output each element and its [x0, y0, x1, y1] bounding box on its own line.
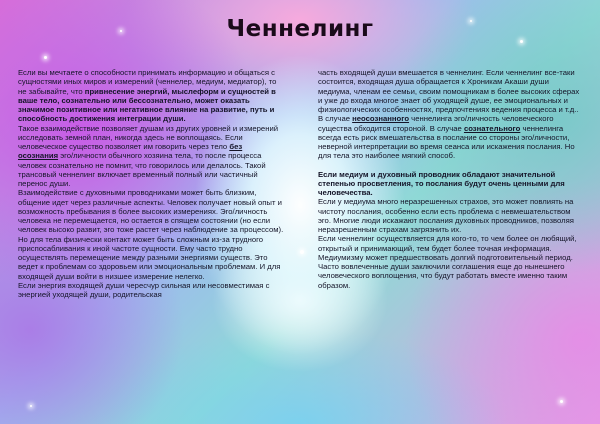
emphasis-text: сознательного [463, 123, 521, 133]
paragraph: Медиумизму может предшествовать долгий подготовительный период. Часто вовлеченные души заключили соглашения еще до нынешнего человеческого воплощения, что будут работать вместе именно таким образом. [318, 252, 573, 290]
paragraph: Если у медиума много неразрешенных страхов, это может повлиять на чистоту послания, особенно если есть проблема с невмешательством эго. Многие люди искажают послания духовных проводников, позволяя неразрешенным страхам загрязнить их. [318, 197, 574, 234]
paragraph: Но для тела физически контакт может быть сложным из-за трудного приспосабливания к иной частоте сущности. Ему часто трудно осуществлять перемещение между разными энергиями существ. Это ведет к проблемам со здоровьем или эмоциональным проблемам. И для входящей души войти в низшее измерение нелегко. [18, 234, 281, 281]
paragraph-text: Такое взаимодействие позволяет душам из других уровней и измерений исследовать земной план, никогда здесь не воплощаясь. Если человеческое существо позволяет им говорить через тело [18, 123, 279, 151]
emphasis-text: привнесение энергий, мыслеформ и сущностей в ваше тело, сознательно или бессознательно, может оказать значимое позитивное или негативное влияние на развитие, путь и способность достижения интеграции души. [18, 86, 276, 124]
paragraph [18, 124, 284, 189]
emphasis-text: без осознания [18, 142, 243, 161]
paragraph: Если ченнелинг осуществляется для кого-то, то чем более он любящий, открытый и принимающий, тем будет более точная информация. [318, 234, 577, 253]
paragraph-text: Если вы мечтаете о способности принимать информацию и общаться с сущностями иных миров и измерений (ченнелер, медиум, медиатор), то не забывайте, что [18, 68, 277, 96]
paragraph-text: ченнелинга эго/личность человеческого существа обходится стороной. В случае [318, 114, 554, 133]
paragraph: Взаимодействие с духовными проводниками может быть близким, общение идет через различные аспекты. Человек получает новый опыт и возможность пребывания в более высоких измерениях. Эго/личность человека не перемещается, но остается в спящем состоянии (но если человек высоко развит, эго тоже растет через наблюдение за процессом). [18, 188, 284, 235]
text-column-right [318, 68, 584, 290]
sparkle [44, 56, 47, 59]
paragraph: Если энергия входящей души чересчур сильная или несовместимая с энергией уходящей души, родительская [18, 280, 270, 299]
paragraph: Если медиум и духовный проводник обладают значительной степенью просветления, то послания будут очень ценными для человечества. [318, 169, 565, 197]
emphasis-text: неосознанного [352, 114, 410, 124]
paragraph-text: ченнелинга всегда есть риск вмешательства в послание со стороны эго/личности, неверной интерпретации во время сеанса или искажения послания. Но для тела это наиболее мягкий способ. [318, 123, 575, 161]
text-column-left [18, 68, 284, 299]
paragraph-text: эго/личности обычного хозяина тела, то после процесса человек сознательно не помнит, что говорилось или делалось. Такой трансовый ченнелинг включает временный полный или частичный перенос души. [18, 151, 266, 188]
paragraph [18, 68, 284, 124]
sparkle [300, 250, 304, 254]
sparkle [30, 405, 32, 407]
page-title: Ченнелинг [226, 16, 374, 42]
paragraph [318, 114, 584, 160]
paragraph-text: В случае [318, 114, 353, 124]
paragraph: часть входящей души вмешается в ченнелинг. Если ченнелинг все-таки состоится, входящая душа обращается к Хроникам Акаши души медиума, членам ее семьи, своим помощникам в более высоких сферах и уже до входа многое знает об уходящей душе, ее эмоциональных и физиологических особенностях, предпочтениях ведения процесса и т.д.. [318, 68, 580, 114]
paragraph-gap [318, 161, 584, 170]
sparkle [560, 400, 563, 403]
